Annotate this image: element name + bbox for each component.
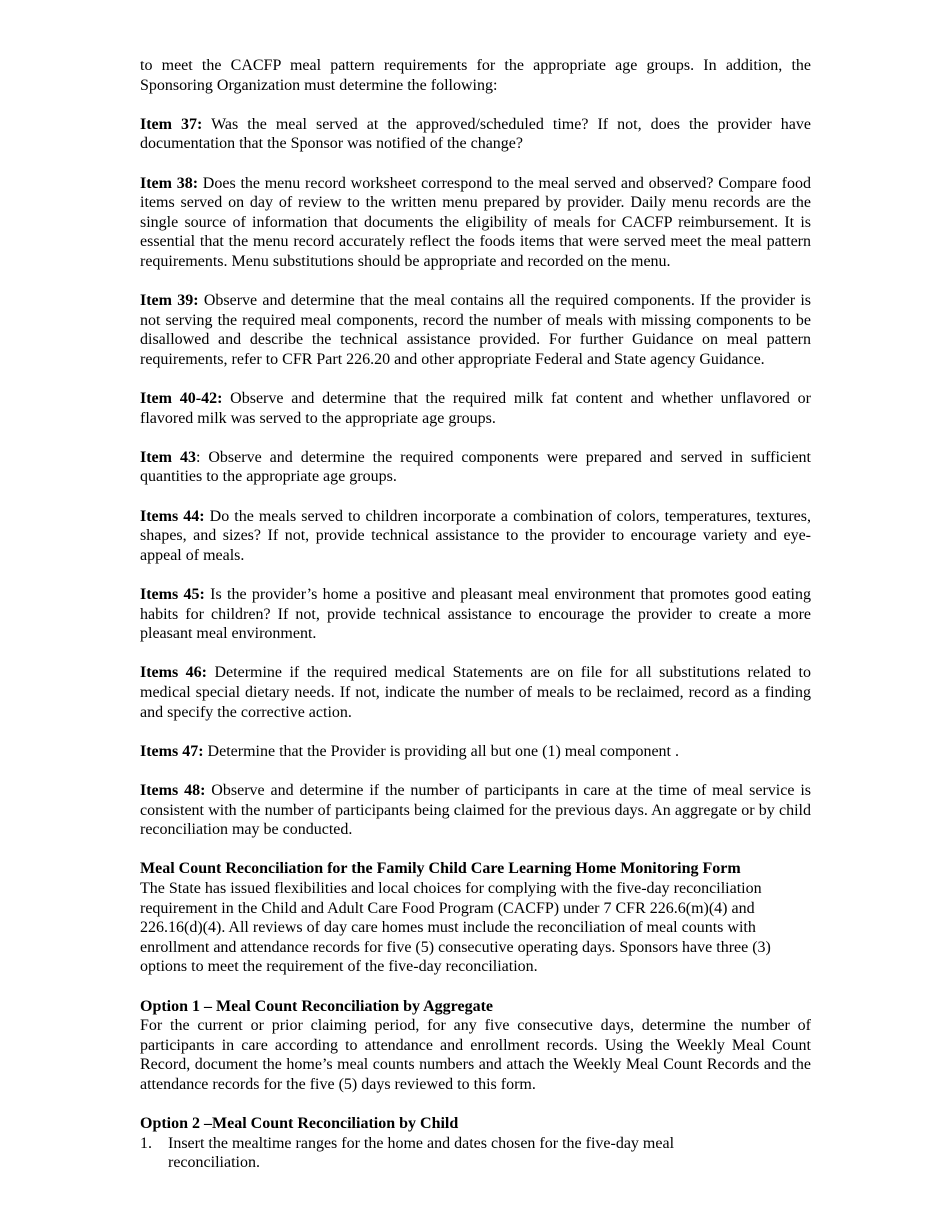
item-label: Items 46: — [140, 664, 208, 682]
item-label: Items 45: — [140, 586, 205, 604]
option-1-heading: Option 1 – Meal Count Reconciliation by Aggregate — [140, 997, 494, 1015]
option-2-steps — [140, 1134, 811, 1173]
reconciliation-section — [140, 859, 811, 977]
item-label: Items 48: — [140, 781, 206, 799]
intro-paragraph: to meet the CACFP meal pattern requirements for the appropriate age groups. In addition, the Sponsoring Organization must determine the following: — [140, 57, 811, 94]
option-2-section — [140, 1114, 811, 1173]
item-text: Observe and determine that the required milk fat content and whether unflavored or flavored milk was served to the appropriate age groups. — [140, 390, 812, 427]
item-text: Does the menu record worksheet correspond to the meal served and observed? Compare food items served on day of review to the written menu prepared by provider. Daily menu records are the single source of information that documents the eligibility of meals for CACFP reimbursement. It is essential that the menu record accurately reflect the foods items that were served meet the meal pattern requirements. Menu substitutions should be appropriate and recorded on the menu. — [140, 174, 811, 270]
option-1-body: For the current or prior claiming period, for any five consecutive days, determine the number of participants in care according to attendance and enrollment records. Using the Weekly Meal Count Record, document the home’s meal counts numbers and attach the Weekly Meal Count Records and the attendance records for the five (5) days reviewed to this form. — [140, 1017, 811, 1093]
item-label: Item 37: — [140, 115, 203, 133]
option-1-section — [140, 997, 811, 1095]
list-item-number: 1. — [140, 1134, 152, 1152]
item-text: Is the provider’s home a positive and pleasant meal environment that promotes good eating habits for children? If not, provide technical assistance to encourage the provider to create a more pleasant meal environment. — [140, 586, 811, 643]
item-43-paragraph — [140, 448, 811, 487]
item-label: Item 39: — [140, 292, 199, 310]
item-label: Items 44: — [140, 507, 205, 525]
reconciliation-heading: Meal Count Reconciliation for the Family Child Care Learning Home Monitoring Form — [140, 860, 741, 878]
item-label: Items 47: — [140, 742, 204, 760]
item-46-paragraph — [140, 663, 811, 722]
item-text: Determine that the Provider is providing all but one (1) meal component . — [203, 742, 679, 760]
list-item-text: Insert the mealtime ranges for the home and dates chosen for the five-day meal reconciliation. — [168, 1134, 675, 1172]
item-45-paragraph — [140, 585, 811, 644]
item-label: Item 38: — [140, 174, 199, 192]
item-38-paragraph — [140, 174, 811, 272]
item-text: Observe and determine that the meal contains all the required components. If the provider is not serving the required meal components, record the number of meals with missing components to be disallowed and describe the technical assistance provided. For further Guidance on meal pattern requirements, refer to CFR Part 226.20 and other appropriate Federal and State agency Guidance. — [140, 292, 812, 368]
item-47-paragraph — [140, 742, 811, 762]
item-text: Was the meal served at the approved/scheduled time? If not, does the provider have documentation that the Sponsor was notified of the change? — [140, 115, 811, 153]
item-48-paragraph — [140, 781, 811, 840]
item-text: Determine if the required medical Statements are on file for all substitutions related to medical special dietary needs. If not, indicate the number of meals to be reclaimed, record as a finding and specify the corrective action. — [140, 664, 811, 721]
item-44-paragraph — [140, 507, 811, 566]
reconciliation-body: The State has issued flexibilities and local choices for complying with the five-day reconciliation requirement in the Child and Adult Care Food Program (CACFP) under 7 CFR 226.6(m)(4) and 226.16(d)(4). All reviews of day care homes must include the reconciliation of meal counts with enrollment and attendance records for five (5) consecutive operating days. Sponsors have three (3) options to meet the requirement of the five-day reconciliation. — [140, 879, 771, 976]
item-text: Observe and determine if the number of participants in care at the time of meal service is consistent with the number of participants being claimed for the previous days. An aggregate or by child reconciliation may be conducted. — [140, 781, 811, 839]
item-40-42-paragraph — [140, 389, 811, 428]
item-text: Do the meals served to children incorporate a combination of colors, temperatures, textures, shapes, and sizes? If not, provide technical assistance to the provider to encourage variety and eye-appeal of meals. — [140, 507, 811, 564]
item-37-paragraph — [140, 115, 811, 154]
item-text: : Observe and determine the required components were prepared and served in sufficient quantities to the appropriate age groups. — [140, 448, 812, 486]
document-page — [140, 56, 811, 1173]
item-label: Item 43 — [140, 448, 196, 466]
item-39-paragraph — [140, 291, 811, 369]
item-label: Item 40-42: — [140, 390, 223, 408]
option-2-heading: Option 2 –Meal Count Reconciliation by Child — [140, 1115, 459, 1133]
list-item — [140, 1134, 811, 1173]
